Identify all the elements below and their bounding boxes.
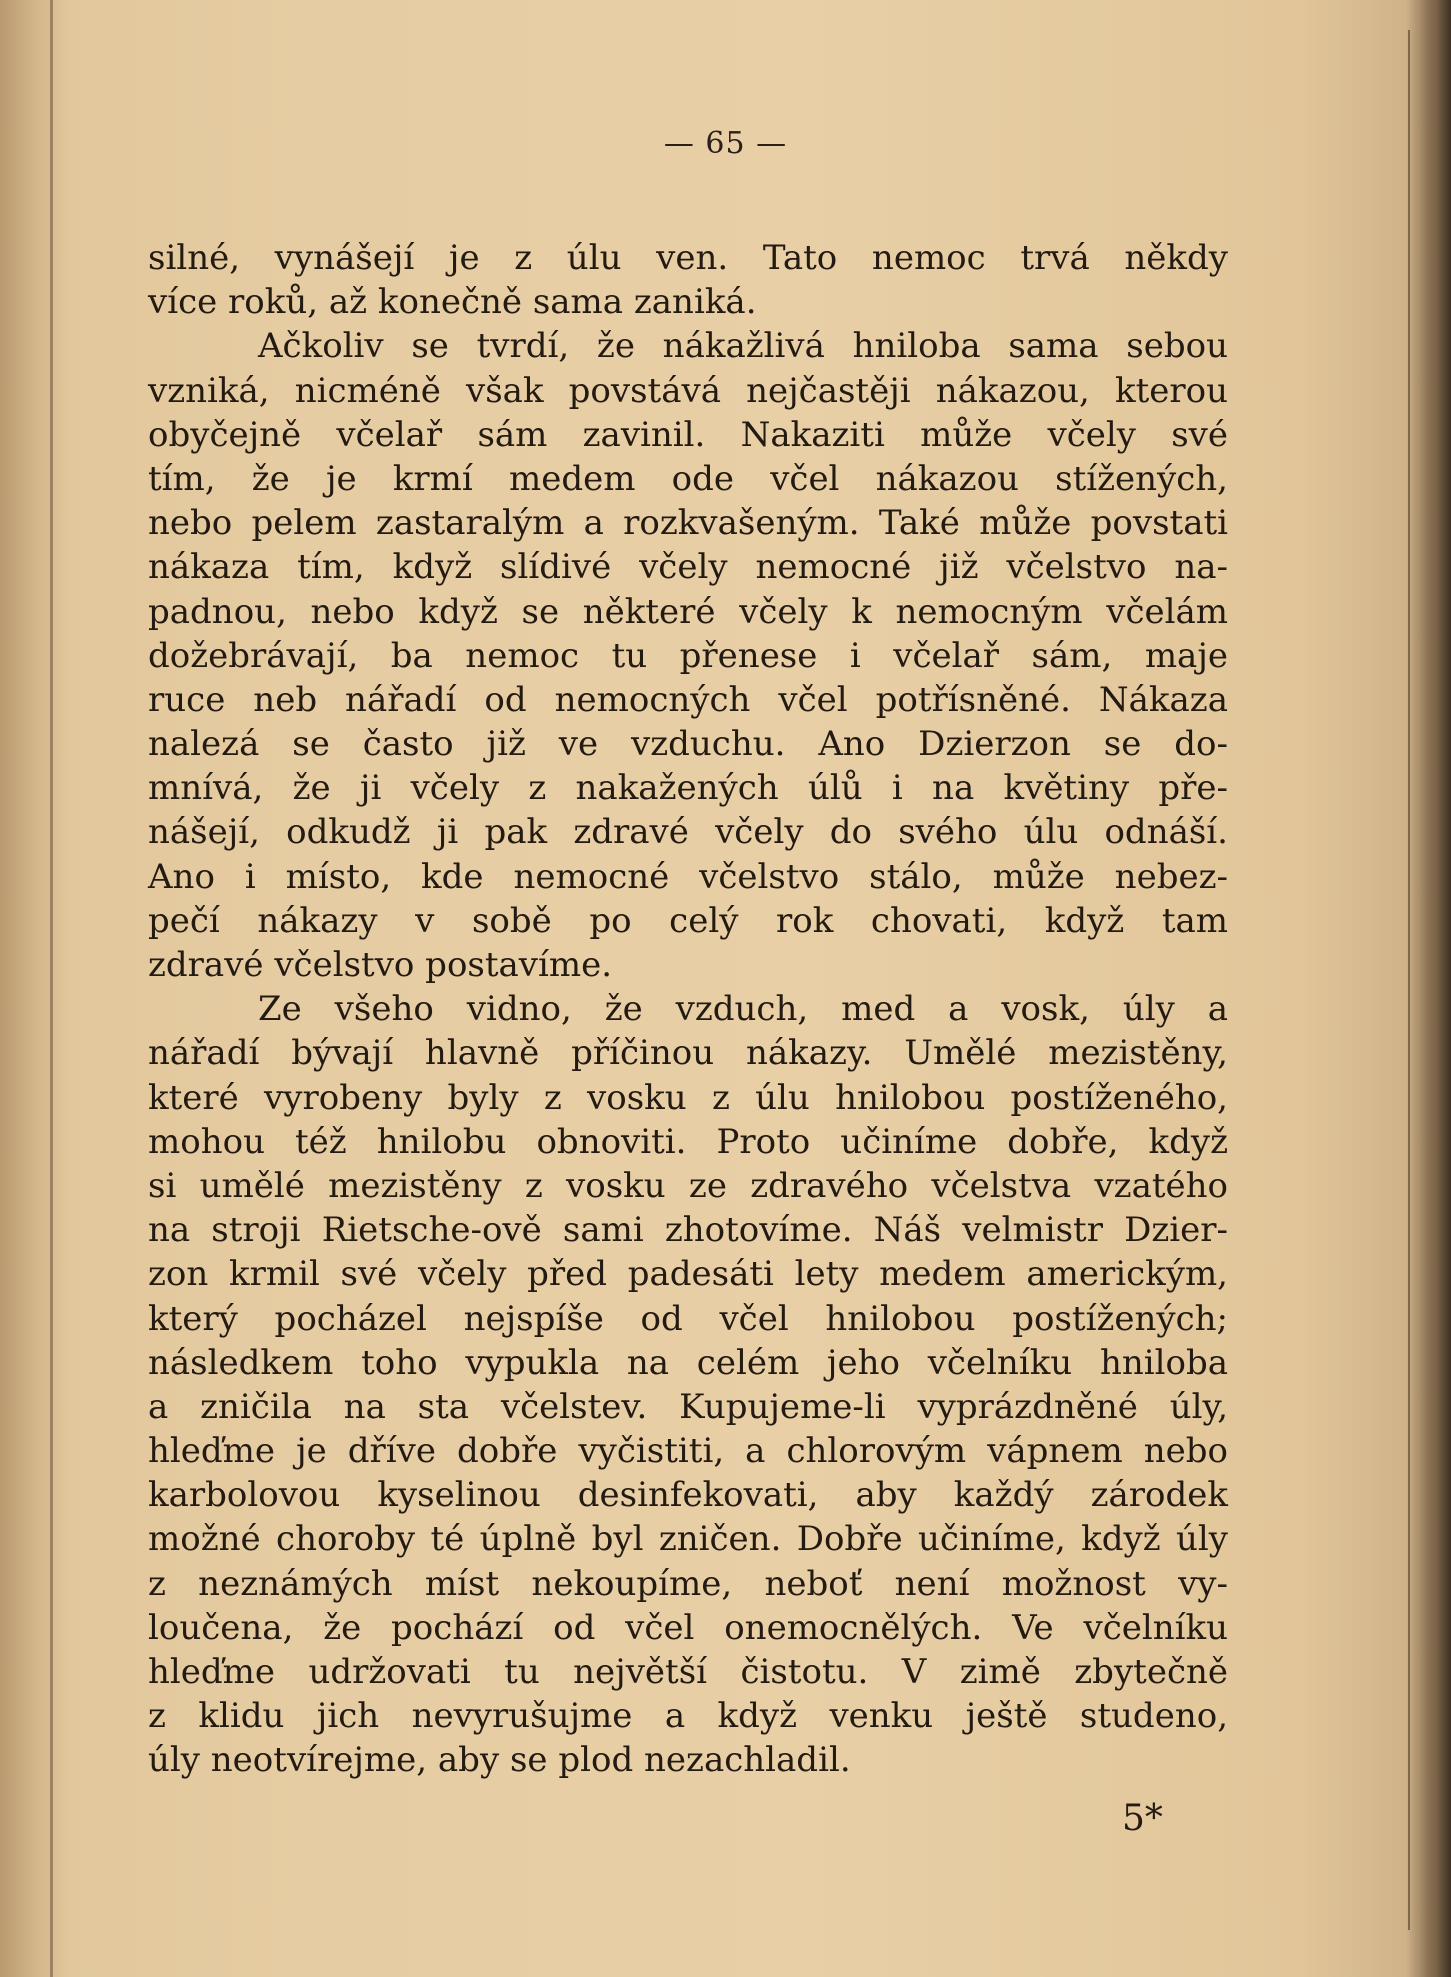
text-line: hleďme je dříve dobře vyčistiti, a chlorovým vápnem nebo xyxy=(148,1431,1228,1472)
text-line: nářadí bývají hlavně příčinou nákazy. Umělé mezistěny, xyxy=(148,1033,1228,1074)
text-line: zon krmil své včely před padesáti lety medem americkým, xyxy=(148,1254,1228,1295)
text-line: Ze všeho vidno, že vzduch, med a vosk, úly a xyxy=(258,989,1228,1030)
page-gutter xyxy=(0,0,70,1977)
text-line: na stroji Rietsche-ově sami zhotovíme. Náš velmistr Dzier- xyxy=(148,1210,1228,1251)
text-line: možné choroby té úplně byl zničen. Dobře učiníme, když úly xyxy=(148,1519,1228,1560)
text-line: Ačkoliv se tvrdí, že nákažlivá hniloba sama sebou xyxy=(258,326,1228,367)
text-line: které vyrobeny byly z vosku z úlu hnilobou postíženého, xyxy=(148,1077,1228,1118)
text-line: ruce neb nářadí od nemocných včel potřísněné. Nákaza xyxy=(148,679,1228,720)
text-line: nalezá se často již ve vzduchu. Ano Dzierzon se do- xyxy=(148,724,1228,765)
text-line: úly neotvírejme, aby se plod nezachladil. xyxy=(148,1740,851,1781)
text-line: silné, vynášejí je z úlu ven. Tato nemoc trvá někdy xyxy=(148,238,1228,278)
text-line: hleďme udržovati tu největší čistotu. V zimě zbytečně xyxy=(148,1652,1228,1692)
signature-mark: 5* xyxy=(1122,1798,1163,1839)
text-line: loučena, že pochází od včel onemocnělých. Ve včelníku xyxy=(148,1607,1228,1648)
text-line: více roků, až konečně sama zaniká. xyxy=(148,282,757,323)
text-line: mnívá, že ji včely z nakažených úlů i na květiny pře- xyxy=(148,768,1228,809)
text-line: padnou, nebo když se některé včely k nemocným včelám xyxy=(148,591,1228,632)
text-line: který pocházel nejspíše od včel hnilobou postížených; xyxy=(148,1298,1228,1339)
page-number: — 65 — xyxy=(663,126,788,161)
text-line: pečí nákazy v sobě po celý rok chovati, když tam xyxy=(148,900,1228,941)
text-line: zdravé včelstvo postavíme. xyxy=(148,945,613,985)
text-line: Ano i místo, kde nemocné včelstvo stálo, může nebez- xyxy=(148,856,1228,897)
page-right-edge xyxy=(1406,0,1451,1977)
text-line: a zničila na sta včelstev. Kupujeme-li vyprázdněné úly, xyxy=(148,1386,1228,1427)
text-line: nášejí, odkudž ji pak zdravé včely do svého úlu odnáší. xyxy=(148,812,1228,853)
text-line: z klidu jich nevyrušujme a když venku ještě studeno, xyxy=(148,1696,1228,1737)
text-line: dožebrávají, ba nemoc tu přenese i včelař sám, maje xyxy=(148,635,1228,676)
text-line: nákaza tím, když slídivé včely nemocné již včelstvo na- xyxy=(148,547,1228,588)
text-line: vzniká, nicméně však povstává nejčastěji nákazou, kterou xyxy=(148,370,1228,411)
text-line: tím, že je krmí medem ode včel nákazou stížených, xyxy=(148,458,1228,499)
text-line: nebo pelem zastaralým a rozkvašeným. Také může povstati xyxy=(148,503,1228,544)
text-line: obyčejně včelař sám zavinil. Nakaziti může včely své xyxy=(148,414,1228,455)
text-line: z neznámých míst nekoupíme, neboť není možnost vy- xyxy=(148,1563,1228,1604)
gutter-line xyxy=(50,0,53,1977)
text-line: následkem toho vypukla na celém jeho včelníku hniloba xyxy=(148,1342,1228,1383)
page-edge-line xyxy=(1408,30,1410,1930)
text-line: si umělé mezistěny z vosku ze zdravého včelstva vzatého xyxy=(148,1165,1228,1206)
text-line: karbolovou kyselinou desinfekovati, aby každý zárodek xyxy=(148,1475,1228,1516)
text-line: mohou též hnilobu obnoviti. Proto učiníme dobře, když xyxy=(148,1121,1228,1162)
body-text xyxy=(148,236,1228,1783)
